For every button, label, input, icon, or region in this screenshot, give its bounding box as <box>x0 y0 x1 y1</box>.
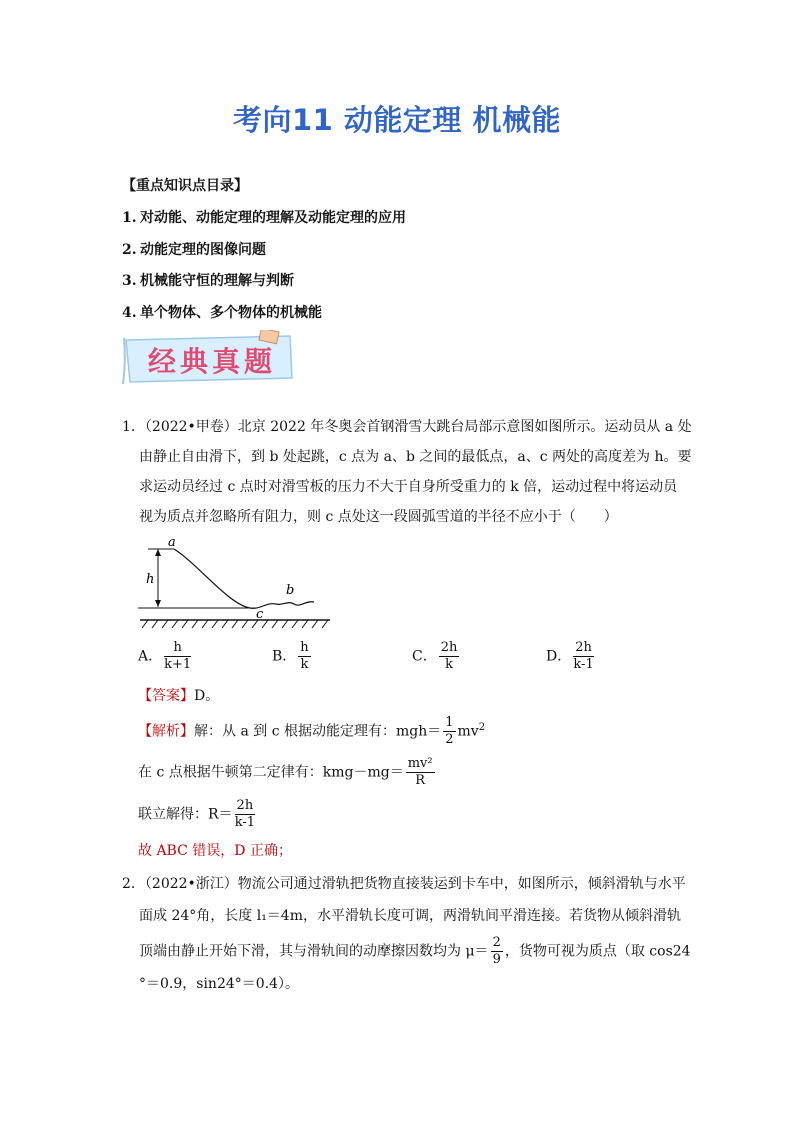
badge-text: 经典真题 <box>148 345 277 378</box>
analysis-line <box>138 713 485 748</box>
analysis-line <box>138 798 257 831</box>
choice-c[interactable] <box>412 640 461 673</box>
toc-item-num: 1. <box>122 210 137 226</box>
choice-label: B． <box>272 648 297 665</box>
analysis-text: mv <box>457 723 479 740</box>
answer-line <box>138 681 219 711</box>
choice-a[interactable] <box>138 640 193 673</box>
analysis-text: 解：从 a 到 c 根据动能定理有：mgh＝ <box>194 723 442 740</box>
section-badge <box>120 330 298 388</box>
q2-line: °＝0.9，sin24°＝0.4）。 <box>139 976 300 992</box>
toc-item-num: 3. <box>122 273 137 289</box>
choice-label: A． <box>138 648 163 665</box>
page-title: 考向11 动能定理 机械能 <box>232 103 562 137</box>
frac-den: k-1 <box>234 815 256 830</box>
choice-b[interactable] <box>272 640 313 673</box>
choice-num: h <box>300 640 309 655</box>
q1-line: 1．（2022•甲卷）北京 2022 年冬奥会首钢滑雪大跳台局部示意图如图所示。运动员从 a 处 <box>122 419 692 435</box>
answer-value: D。 <box>194 688 220 704</box>
frac-num: mv² <box>407 756 433 771</box>
q2-line: 面成 24°角，长度 l₁＝4m，水平滑轨长度可调，两滑轨间平滑连接。若货物从倾斜滑轨 <box>139 908 681 924</box>
ski-slope-diagram <box>138 534 333 630</box>
toc-heading: 【重点知识点目录】 <box>122 178 248 194</box>
answer-label: 【答案】 <box>138 688 194 704</box>
analysis-text: 联立解得：R＝ <box>138 806 233 823</box>
analysis-conclusion: 故 ABC 错误，D 正确； <box>138 843 292 859</box>
choice-den: k+1 <box>164 657 192 672</box>
analysis-line <box>138 756 437 789</box>
choice-den: k <box>300 657 309 672</box>
choice-label: C． <box>412 648 437 665</box>
toc-item <box>122 302 322 322</box>
q2-line <box>139 935 691 968</box>
label-h: h <box>146 572 155 587</box>
toc-item-num: 4. <box>122 305 137 321</box>
toc-item <box>122 239 266 259</box>
q2-text: ，货物可视为质点（取 cos24 <box>504 943 691 960</box>
frac-den: R <box>415 773 426 788</box>
frac-den: 2 <box>445 732 454 748</box>
toc-item-text: 对动能、动能定理的理解及动能定理的应用 <box>140 210 406 226</box>
q2-line: 2．（2022•浙江）物流公司通过滑轨把货物直接装运到卡车中，如图所示，倾斜滑轨与水平 <box>122 876 686 892</box>
superscript: 2 <box>478 722 486 733</box>
toc-item-text: 动能定理的图像问题 <box>140 242 266 258</box>
q1-line: 视为质点并忽略所有阻力，则 c 点处这一段圆弧雪道的半径不应小于（ ） <box>139 509 618 525</box>
frac-den: 9 <box>492 952 501 967</box>
frac-num: 2h <box>236 798 254 813</box>
choice-den: k <box>445 657 453 672</box>
toc-item-num: 2. <box>122 242 137 258</box>
q2-text: 顶端由静止开始下滑，其与滑轨间的动摩擦因数均为 μ＝ <box>139 943 489 960</box>
label-a: a <box>168 535 176 550</box>
toc-item-text: 机械能守恒的理解与判断 <box>140 273 294 289</box>
choice-d[interactable] <box>546 640 596 673</box>
toc-item <box>122 270 294 290</box>
toc-item <box>122 207 406 227</box>
choice-label: D． <box>546 648 572 665</box>
analysis-text: 在 c 点根据牛顿第二定律有：kmg－mg＝ <box>138 764 404 781</box>
analysis-label: 【解析】 <box>138 723 194 740</box>
frac-num: 1 <box>445 715 454 731</box>
label-c: c <box>256 607 264 622</box>
label-b: b <box>286 583 295 598</box>
choice-den: k-1 <box>573 657 594 672</box>
q1-line: 求运动员经过 c 点时对滑雪板的压力不大于自身所受重力的 k 倍，运动过程中将运动员 <box>139 479 678 495</box>
choice-num: h <box>164 640 191 657</box>
frac-num: 2 <box>492 935 501 950</box>
choice-num: 2h <box>440 640 458 655</box>
q1-line: 由静止自由滑下，到 b 处起跳，c 点为 a、b 之间的最低点，a、c 两处的高度差为 h。要 <box>139 449 692 465</box>
toc-item-text: 单个物体、多个物体的机械能 <box>140 305 322 321</box>
choice-num: 2h <box>575 640 592 655</box>
